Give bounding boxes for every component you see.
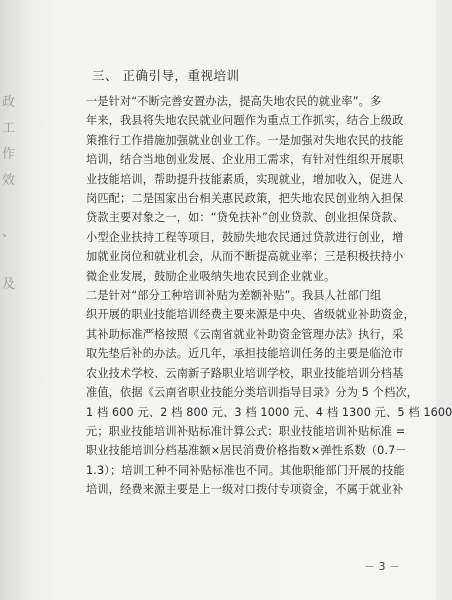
text-line: 贷款主要对象之一，如：“贷免扶补”创业贷款、创业担保贷款、 [86, 211, 405, 225]
bleed-char: 、 [2, 225, 16, 240]
text-line: 培训，经费来源主要是上一级对口拨付专项资金，不属于就业补 [86, 483, 404, 497]
text-line: 二是针对“部分工种培训补贴为差额补贴”。我县人社部门组 [86, 289, 382, 303]
text-line: 职业技能培训分档基准额×居民消费价格指数×弹性系数（0.7－ [86, 444, 407, 458]
page-number: － 3 － [364, 560, 400, 573]
text-line: 加就业岗位和就业机会，从而不断提高就业率；三是积极扶持小 [86, 250, 404, 264]
text-line: 年来，我县将失地农民就业问题作为重点工作抓实，结合上级政 [86, 114, 404, 128]
text-line: 取先垫后补的办法。近几年，承担技能培训任务的主要是临沧市 [86, 347, 404, 361]
bleed-char: 效 [2, 173, 16, 188]
text-line: 岗匹配；二是国家出台相关惠民政策，把失地农民创业纳入担保 [86, 192, 404, 206]
text-line: 其补助标准严格按照《云南省就业补助资金管理办法》执行，采 [86, 327, 404, 341]
text-line: 策推行工作措施加强就业创业工作。一是加强对失地农民的技能 [86, 133, 404, 147]
text-line: 小型企业扶持工程等项目，鼓励失地农民通过贷款进行创业，增 [86, 230, 404, 244]
text-line: 1.3）；培训工种不同补贴标准也不同。其他职能部门开展的技能 [86, 463, 405, 477]
text-line: 准值，依据《云南省职业技能分类培训指导目录》分为 5 个档次， [86, 386, 419, 400]
text-line: 培训，结合当地创业发展、企业用工需求，有针对性组织开展职 [86, 153, 404, 167]
text-line: 1 档 600 元、2 档 800 元、3 档 1000 元、4 档 1300 元、5 档 1600 [86, 405, 452, 419]
text-line: 一是针对“不断完善安置办法，提高失地农民的就业率”。多 [86, 95, 382, 108]
text-line: 微企业发展，鼓励企业吸纳失地农民到企业就业。 [86, 269, 336, 283]
text-line: 业技能培训，帮助提升技能素质，实现就业，增加收入，促进人 [86, 172, 404, 186]
text-line: 织开展的职业技能培训经费主要来源是中央、省级就业补助资金， [86, 308, 415, 322]
bleed-char: 工 [2, 121, 16, 136]
bleed-char: 作 [2, 147, 16, 162]
bleed-char: 及 [2, 277, 16, 292]
section-heading: 三、 正确引导，重视培训 [92, 68, 240, 83]
document-body [86, 66, 452, 500]
text-line: 农业技术学校、云南新子路职业培训学校，职业技能培训分档基 [86, 366, 404, 380]
bleed-char: 政 [2, 95, 16, 110]
text-line: 元；职业技能培训补贴标准计算公式：职业技能培训补贴标准 = [86, 424, 406, 438]
bleed-through-text [2, 90, 28, 298]
